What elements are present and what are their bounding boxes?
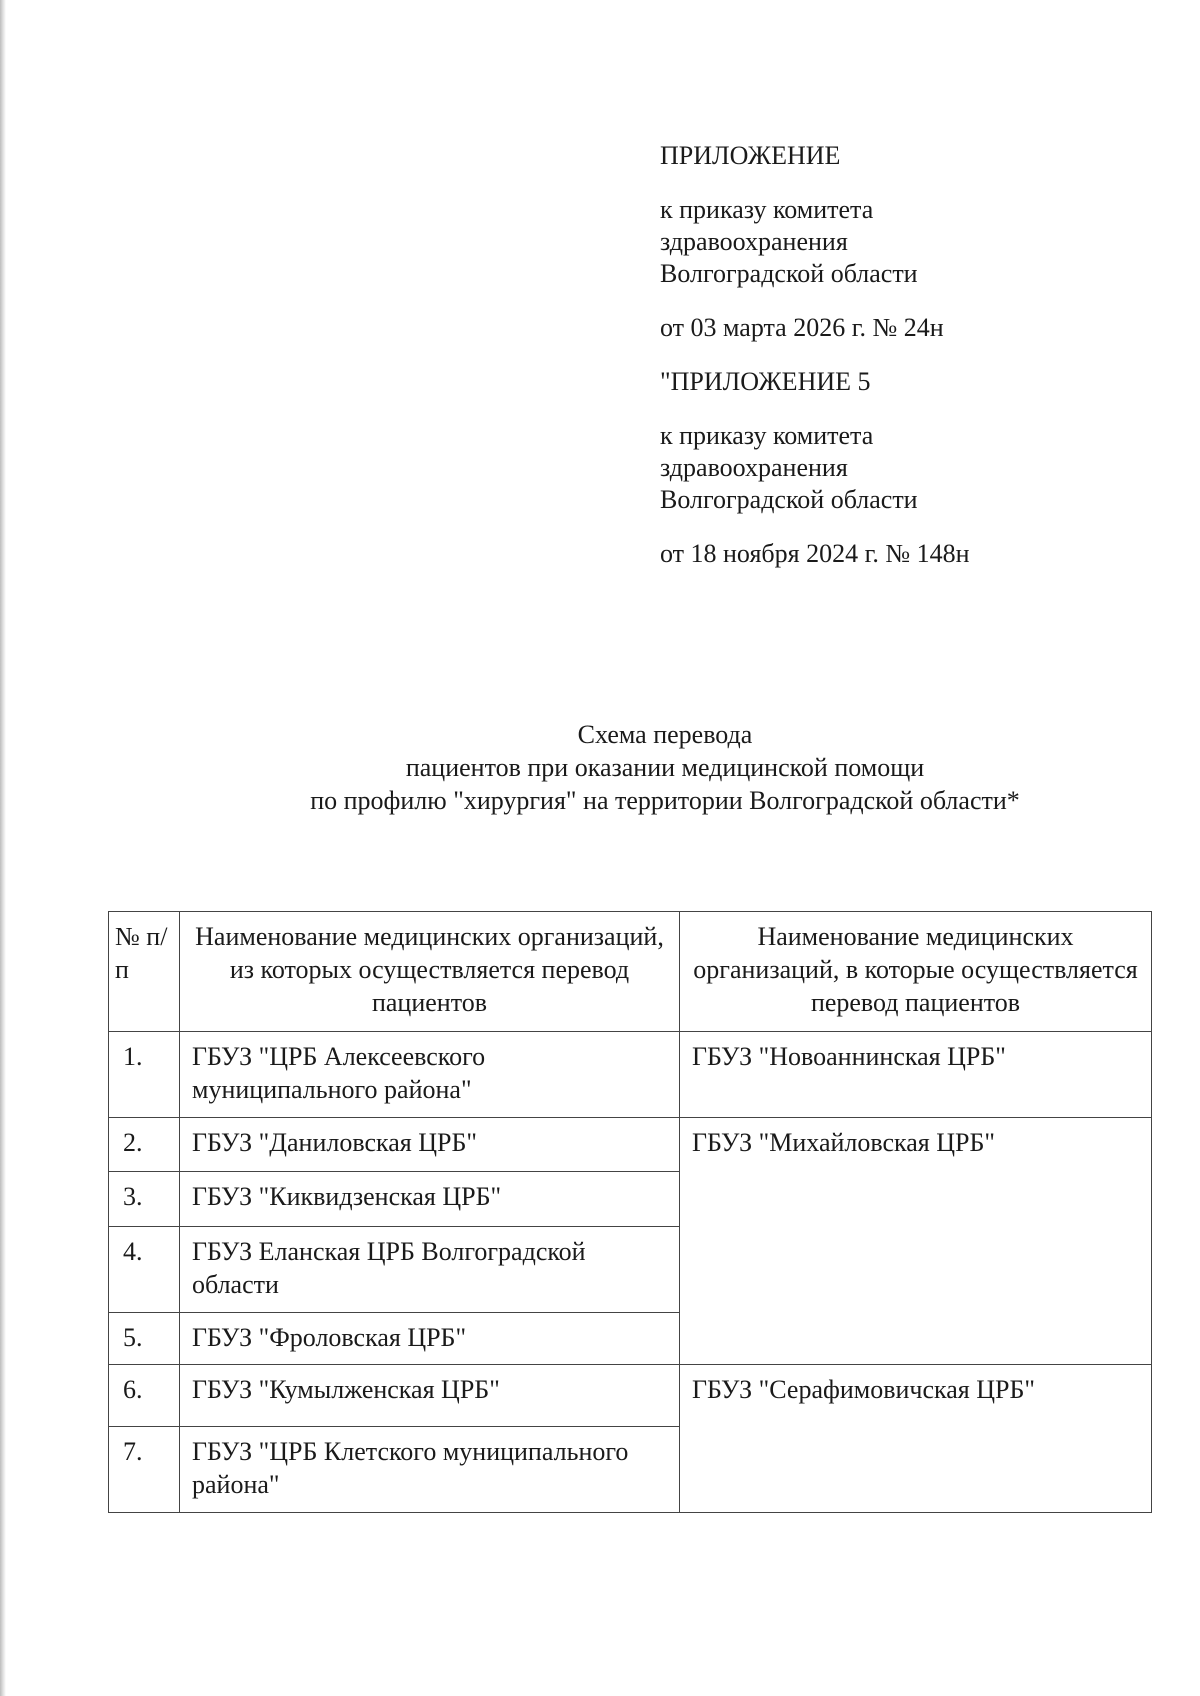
appendix-order-line: здравоохранения [660, 227, 848, 256]
row-number: 2. [109, 1118, 180, 1172]
destination-organization: ГБУЗ "Новоаннинская ЦРБ" [680, 1032, 1152, 1118]
table-row [109, 1032, 1152, 1118]
source-organization: ГБУЗ "Киквидзенская ЦРБ" [180, 1172, 680, 1227]
destination-organization: ГБУЗ "Серафимовичская ЦРБ" [680, 1365, 1152, 1513]
scan-edge-shadow [0, 0, 6, 1696]
row-number: 7. [109, 1427, 180, 1513]
source-organization: ГБУЗ "Фроловская ЦРБ" [180, 1313, 680, 1365]
appendix-heading-block [660, 140, 1140, 172]
destination-organization: ГБУЗ "Михайловская ЦРБ" [680, 1118, 1152, 1365]
row-number: 4. [109, 1227, 180, 1313]
appendix-order-date: от 03 марта 2026 г. № 24н [660, 313, 944, 342]
transfer-scheme-table [108, 911, 1152, 1513]
appendix-order-reference [660, 194, 1140, 290]
source-organization: ГБУЗ "ЦРБ Алексеевского муниципального района" [180, 1032, 680, 1118]
appendix5-order-reference [660, 420, 1140, 516]
appendix5-order-date-block [660, 538, 1140, 570]
appendix-order-line: к приказу комитета [660, 195, 874, 224]
source-organization: ГБУЗ "Кумылженская ЦРБ" [180, 1365, 680, 1427]
appendix-heading: ПРИЛОЖЕНИЕ [660, 141, 841, 170]
row-number: 5. [109, 1313, 180, 1365]
appendix5-order-date: от 18 ноября 2024 г. № 148н [660, 539, 970, 568]
appendix5-heading: "ПРИЛОЖЕНИЕ 5 [660, 367, 871, 396]
document-title [170, 718, 1160, 817]
table-header-row [109, 912, 1152, 1032]
table-row [109, 1118, 1152, 1172]
header-source-organizations: Наименование медицинских организаций, из которых осуществляется перевод пациентов [180, 912, 680, 1032]
header-destination-organizations: Наименование медицинских организаций, в которые осуществляется перевод пациентов [680, 912, 1152, 1032]
appendix5-order-line: Волгоградской области [660, 485, 918, 514]
row-number: 1. [109, 1032, 180, 1118]
appendix-order-line: Волгоградской области [660, 259, 918, 288]
appendix-order-date-block [660, 312, 1140, 344]
source-organization: ГБУЗ Еланская ЦРБ Волгоградской области [180, 1227, 680, 1313]
title-line-3: по профилю "хирургия" на территории Волгоградской области* [310, 786, 1020, 815]
appendix-block [660, 140, 1140, 600]
appendix5-order-line: здравоохранения [660, 453, 848, 482]
row-number: 3. [109, 1172, 180, 1227]
row-number: 6. [109, 1365, 180, 1427]
appendix5-order-line: к приказу комитета [660, 421, 874, 450]
header-number: № п/п [109, 912, 180, 1032]
source-organization: ГБУЗ "ЦРБ Клетского муниципального района" [180, 1427, 680, 1513]
table-row [109, 1365, 1152, 1427]
title-line-2: пациентов при оказании медицинской помощи [405, 753, 925, 782]
source-organization: ГБУЗ "Даниловская ЦРБ" [180, 1118, 680, 1172]
appendix5-heading-block [660, 366, 1140, 398]
title-line-1: Схема перевода [577, 720, 753, 749]
